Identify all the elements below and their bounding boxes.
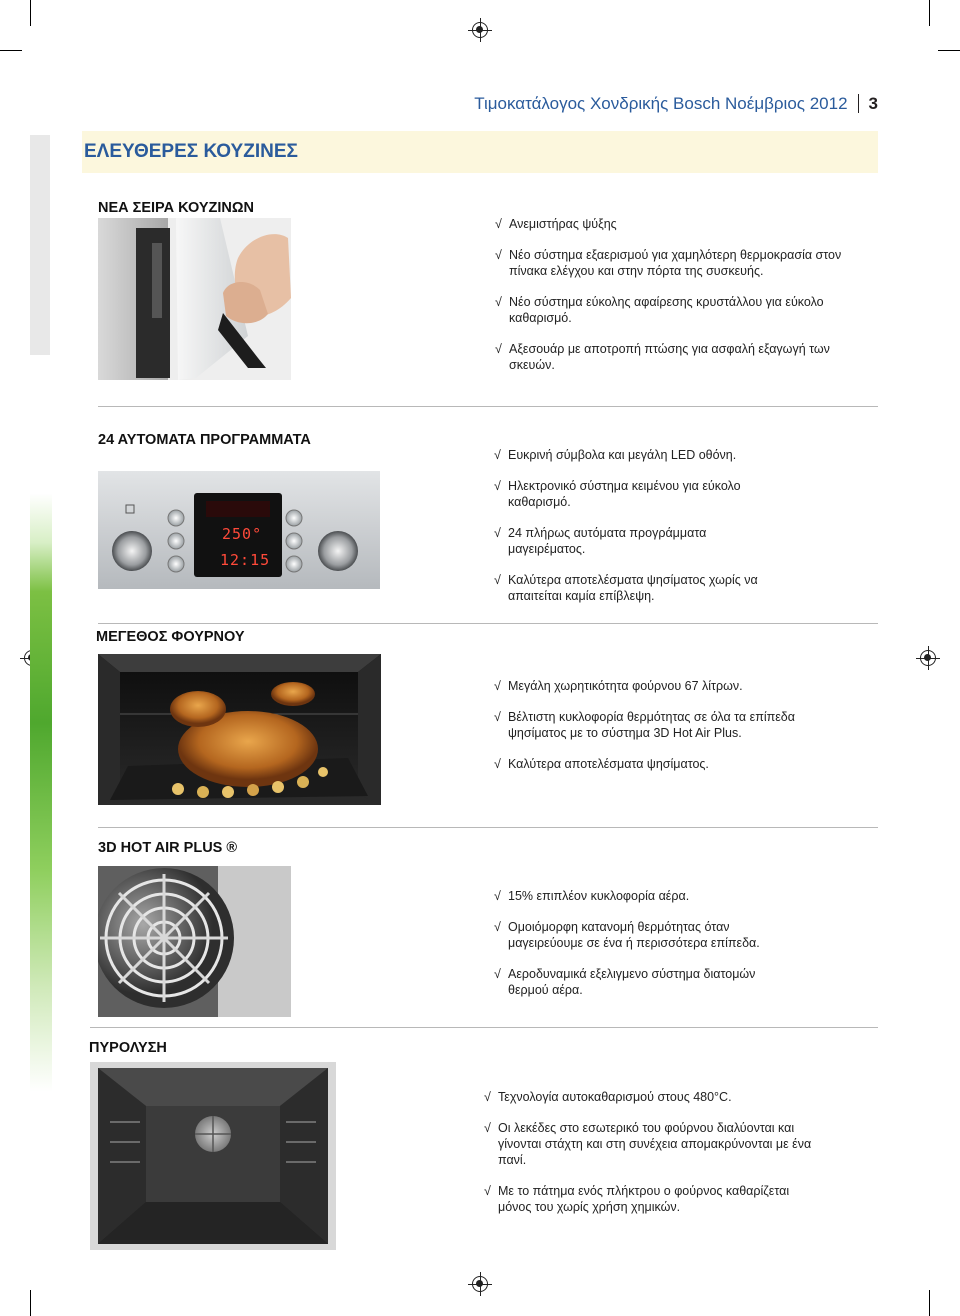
bullet-item: √ Αξεσουάρ με αποτροπή πτώσης για ασφαλή εξαγωγή των σκευών.	[495, 342, 830, 372]
section-divider	[98, 827, 878, 828]
section-title: 3D HOT AIR PLUS ®	[98, 840, 238, 856]
oven-interior-photo	[90, 1062, 336, 1250]
crop-mark	[0, 50, 22, 51]
bullet-item: √ Αεροδυναμικά εξελιγμενο σύστημα διατομών θερμού αέρα.	[494, 967, 756, 997]
check-icon: √	[484, 1184, 491, 1198]
bullet-item: √ Ηλεκτρονικό σύστημα κειμένου για εύκολο καθαρισμό.	[494, 479, 741, 509]
crop-mark	[929, 1290, 930, 1316]
check-icon: √	[494, 448, 501, 462]
section-title: ΝΕΑ ΣΕΙΡΑ ΚΟΥΖΙΝΩΝ	[98, 200, 254, 216]
green-side-stripe	[30, 395, 52, 1215]
registration-mark-icon	[472, 22, 488, 38]
bullet-item: √ 24 πλήρως αυτόματα προγράμματα μαγειρέματος.	[494, 526, 707, 556]
header-title: Τιμοκατάλογος Χονδρικής Bosch Νοέμβριος 2012	[474, 94, 848, 113]
display-time: 12:15	[220, 551, 271, 569]
check-icon: √	[495, 248, 502, 262]
bullet-item: √ 15% επιπλέον κυκλοφορία αέρα.	[494, 889, 690, 903]
roast-chicken-oven-photo	[98, 654, 381, 805]
bullet-item: √ Ευκρινή σύμβολα και μεγάλη LED οθόνη.	[494, 448, 737, 462]
check-icon: √	[494, 967, 501, 981]
fan-photo	[98, 866, 291, 1017]
check-icon: √	[494, 479, 501, 493]
registration-mark-icon	[920, 650, 936, 666]
control-panel-photo	[98, 471, 380, 589]
bullet-item: √ Τεχνολογία αυτοκαθαρισμού στους 480°C.	[484, 1090, 732, 1104]
page-header	[474, 94, 878, 114]
section-bullets	[494, 447, 784, 619]
bullet-item: √ Νέο σύστημα εύκολης αφαίρεσης κρυστάλλου για εύκολο καθαρισμό.	[495, 295, 824, 325]
category-banner	[82, 131, 878, 173]
check-icon: √	[494, 573, 501, 587]
section-title: 24 ΑΥΤΟΜΑΤΑ ΠΡΟΓΡΑΜΜΑΤΑ	[98, 432, 311, 448]
check-icon: √	[494, 679, 501, 693]
section-title: ΜΕΓΕΘΟΣ ΦΟΥΡΝΟΥ	[96, 629, 245, 645]
check-icon: √	[495, 342, 502, 356]
section-title: ΠΥΡΟΛΥΣΗ	[89, 1040, 167, 1056]
check-icon: √	[495, 295, 502, 309]
check-icon: √	[484, 1121, 491, 1135]
crop-mark	[30, 1290, 31, 1316]
check-icon: √	[494, 920, 501, 934]
bullet-item: √ Νέο σύστημα εξαερισμού για χαμηλότερη θερμοκρασία στον πίνακα ελέγχου και στην πόρτα της συσκευής.	[495, 248, 842, 278]
category-title: ΕΛΕΥΘΕΡΕΣ ΚΟΥΖΙΝΕΣ	[84, 141, 298, 162]
bullet-item: √ Ομοιόμορφη κατανομή θερμότητας όταν μαγειρεύουμε σε ένα ή περισσότερα επίπεδα.	[494, 920, 760, 950]
check-icon: √	[484, 1090, 491, 1104]
bullet-item: √ Με το πάτημα ενός πλήκτρου ο φούρνος καθαρίζεται μόνος του χωρίς χρήση χημικών.	[484, 1184, 790, 1214]
section-bullets	[494, 888, 794, 1013]
bullet-item: √ Οι λεκέδες στο εσωτερικό του φούρνου διαλύονται και γίνονται στάχτη και στη συνέχεια απομακρύνονται με ένα πανί.	[484, 1121, 812, 1167]
crop-mark	[938, 50, 960, 51]
check-icon: √	[494, 710, 501, 724]
section-bullets	[484, 1089, 814, 1230]
check-icon: √	[494, 889, 501, 903]
bullet-item: √ Ανεμιστήρας ψύξης	[495, 217, 617, 231]
oven-door-photo	[98, 218, 291, 380]
section-bullets	[494, 678, 814, 787]
bullet-item: √ Βέλτιστη κυκλοφορία θερμότητας σε όλα τα επίπεδα ψησίματος με το σύστημα 3D Hot Air Plus.	[494, 710, 795, 740]
page-number: 3	[858, 94, 878, 113]
section-bullets	[495, 216, 855, 388]
check-icon: √	[495, 217, 502, 231]
crop-mark	[30, 0, 31, 26]
check-icon: √	[494, 757, 501, 771]
display-temperature: 250°	[222, 525, 263, 543]
bullet-item: √ Μεγάλη χωρητικότητα φούρνου 67 λίτρων.	[494, 679, 743, 693]
section-divider	[90, 1027, 878, 1028]
registration-mark-icon	[472, 1276, 488, 1292]
crop-mark	[929, 0, 930, 26]
bullet-item: √ Καλύτερα αποτελέσματα ψησίματος χωρίς να απαιτείται καμία επίβλεψη.	[494, 573, 758, 603]
check-icon: √	[494, 526, 501, 540]
bullet-item: √ Καλύτερα αποτελέσματα ψησίματος.	[494, 757, 709, 771]
section-divider	[98, 623, 878, 624]
section-divider	[98, 406, 878, 407]
side-bar	[30, 135, 50, 355]
